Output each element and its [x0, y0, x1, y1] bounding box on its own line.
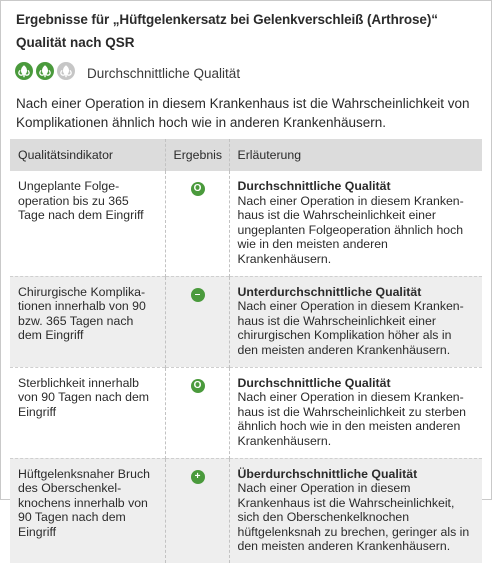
result-cell	[165, 458, 229, 563]
rating-leaves	[15, 62, 78, 85]
quality-label: Überdurchschnittliche Qualität	[237, 466, 418, 481]
quality-rating	[15, 62, 240, 85]
quality-label: Durchschnittliche Qualität	[237, 375, 391, 390]
column-header-indicator: Qualitätsindikator	[10, 139, 165, 171]
explanation-text: Nach einer Operation in diesem Krankenhaus ist die Wahrscheinlichkeit einer chirurgischen Komplikation höher als in den meisten anderen Krankenhäusern.	[237, 299, 464, 357]
table-header-row	[10, 139, 482, 171]
page-title: Ergebnisse für „Hüftgelenkersatz bei Gelenkverschleiß (Arthrose)“	[16, 12, 438, 27]
table-row	[10, 367, 482, 458]
above-average-icon: +	[191, 470, 205, 484]
rating-label: Durchschnittliche Qualität	[87, 65, 241, 81]
table-row	[10, 458, 482, 563]
leaf-icon	[36, 62, 54, 80]
result-cell	[165, 367, 229, 458]
explanation-text: Nach einer Operation in diesem Krankenhaus ist die Wahrscheinlichkeit einer ungeplanten Folgeoperation ähnlich hoch wie in den meisten anderen Krankenhäusern.	[237, 193, 464, 266]
indicator-cell: Hüftgelenksnaher Bruch des Oberschenkelknochens innerhalb von 90 Tagen nach dem Eingriff	[10, 458, 165, 563]
explanation-cell	[229, 458, 482, 563]
leaf-icon	[15, 62, 33, 80]
quality-label: Durchschnittliche Qualität	[237, 179, 391, 193]
page-subtitle: Qualität nach QSR	[16, 35, 135, 50]
leaf-icon	[57, 62, 75, 80]
indicator-cell: Ungeplante Folgeoperation bis zu 365 Tage nach dem Eingriff	[18, 179, 144, 223]
result-cell	[165, 276, 229, 367]
explanation-cell	[229, 171, 482, 276]
below-average-icon: –	[191, 288, 205, 302]
explanation-text: Nach einer Operation in diesem Krankenhaus ist die Wahrscheinlichkeit zu sterben ähnlich hoch wie in den meisten anderen Krankenhäusern.	[237, 390, 467, 448]
explanation-cell	[229, 276, 482, 367]
average-icon: O	[191, 379, 205, 393]
result-cell	[165, 171, 229, 276]
table-row	[10, 276, 482, 367]
table-row	[10, 171, 482, 276]
average-icon: O	[191, 182, 205, 196]
column-header-result: Ergebnis	[165, 139, 229, 171]
quality-indicator-table	[10, 139, 482, 563]
explanation-cell	[229, 367, 482, 458]
indicator-cell: Chirurgische Komplikationen innerhalb von 90 bzw. 365 Tagen nach dem Eingriff	[10, 276, 165, 367]
quality-label: Unterdurchschnittliche Qualität	[237, 284, 422, 299]
explanation-text: Nach einer Operation in diesem Krankenhaus ist die Wahrscheinlichkeit, sich den Oberschenkelknochen hüftgelenksnah zu brechen, geringer als in den meisten anderen Krankenhäusern.	[237, 481, 470, 554]
column-header-explanation: Erläuterung	[229, 139, 482, 171]
intro-text: Nach einer Operation in diesem Krankenhaus ist die Wahrscheinlichkeit von Komplikationen ähnlich hoch wie in anderen Krankenhäusern.	[16, 96, 470, 130]
indicator-cell: Sterblichkeit innerhalb von 90 Tagen nach dem Eingriff	[10, 367, 165, 458]
